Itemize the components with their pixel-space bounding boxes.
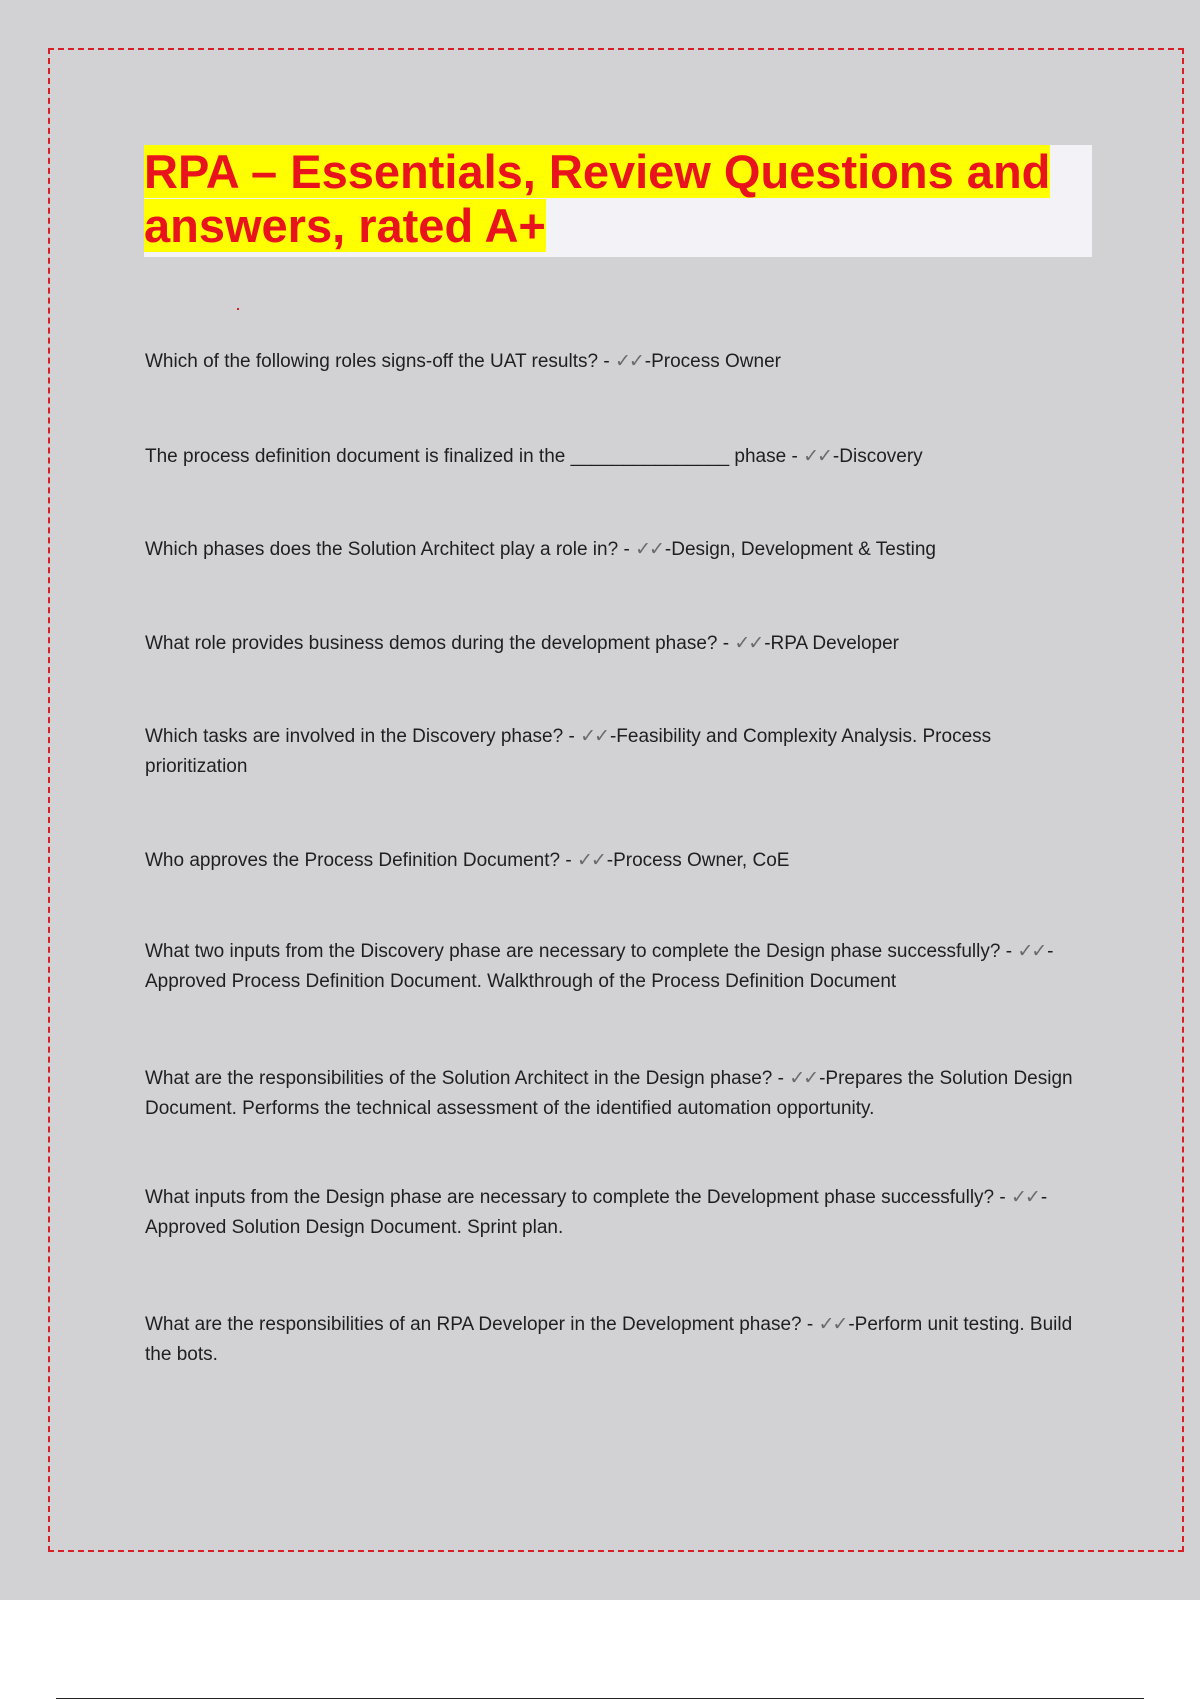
red-dot-mark bbox=[237, 308, 239, 310]
separator: - bbox=[598, 351, 615, 372]
answer-text: -Feasibility and Complexity Analysis. Process prioritization bbox=[145, 726, 992, 777]
qa-item-9 bbox=[145, 1183, 1095, 1243]
title-highlight: RPA – Essentials, Review Questions and answers, rated A+ bbox=[144, 145, 1051, 252]
question-text: Which of the following roles signs-off the UAT results? bbox=[145, 351, 599, 372]
separator: - bbox=[618, 539, 636, 560]
separator: - bbox=[801, 1314, 819, 1335]
answer-text: -Process Owner bbox=[644, 351, 781, 372]
answer-text: -Design, Development & Testing bbox=[664, 539, 936, 560]
question-text: What role provides business demos during the development phase? bbox=[145, 633, 718, 654]
qa-item-4 bbox=[145, 629, 1095, 659]
separator: - bbox=[994, 1187, 1011, 1208]
qa-item-5 bbox=[145, 722, 1095, 782]
separator: - bbox=[1000, 941, 1018, 962]
double-check-icon: ✓✓ bbox=[1011, 1187, 1039, 1208]
answer-text: -Process Owner, CoE bbox=[606, 850, 790, 871]
answer-text: -RPA Developer bbox=[764, 633, 900, 654]
double-check-icon: ✓✓ bbox=[614, 351, 643, 372]
double-check-icon: ✓✓ bbox=[734, 633, 763, 654]
answer-text: -Approved Solution Design Document. Sprint plan. bbox=[145, 1187, 1048, 1238]
answer-text: -Discovery bbox=[832, 446, 923, 467]
double-check-icon: ✓✓ bbox=[803, 446, 831, 467]
qa-item-1 bbox=[145, 347, 1095, 377]
answer-text: -Approved Process Definition Document. Walkthrough of the Process Definition Document bbox=[145, 941, 1054, 992]
footer-rule bbox=[56, 1698, 1144, 1699]
question-text: What are the responsibilities of the Solution Architect in the Design phase? bbox=[145, 1068, 773, 1089]
question-text: The process definition document is finalized in the _______________ phase bbox=[145, 446, 787, 467]
double-check-icon: ✓✓ bbox=[635, 539, 663, 560]
double-check-icon: ✓✓ bbox=[789, 1068, 818, 1089]
answer-text: -Prepares the Solution Design Document. Performs the technical assessment of the identified automation opportunity. bbox=[145, 1068, 1073, 1119]
separator: - bbox=[717, 633, 735, 654]
question-text: What inputs from the Design phase are necessary to complete the Development phase successfully? bbox=[145, 1187, 995, 1208]
question-text: Which tasks are involved in the Discovery phase? bbox=[145, 726, 564, 747]
question-text: What two inputs from the Discovery phase are necessary to complete the Design phase successfully? bbox=[145, 941, 1001, 962]
double-check-icon: ✓✓ bbox=[818, 1314, 847, 1335]
separator: - bbox=[786, 446, 804, 467]
qa-item-10 bbox=[145, 1310, 1095, 1370]
qa-item-7 bbox=[145, 937, 1095, 997]
question-text: Who approves the Process Definition Document? bbox=[145, 850, 561, 871]
qa-item-6 bbox=[145, 846, 1095, 876]
question-text: Which phases does the Solution Architect play a role in? bbox=[145, 539, 619, 560]
double-check-icon: ✓✓ bbox=[580, 726, 608, 747]
separator: - bbox=[563, 726, 581, 747]
separator: - bbox=[560, 850, 577, 871]
separator: - bbox=[772, 1068, 790, 1089]
double-check-icon: ✓✓ bbox=[576, 850, 605, 871]
qa-item-3 bbox=[145, 535, 1095, 565]
question-text: What are the responsibilities of an RPA Developer in the Development phase? bbox=[145, 1314, 802, 1335]
qa-item-2 bbox=[145, 442, 1095, 472]
double-check-icon: ✓✓ bbox=[1017, 941, 1046, 962]
answer-text: -Perform unit testing. Build the bots. bbox=[145, 1314, 1073, 1365]
document-title bbox=[144, 145, 1092, 253]
qa-item-8 bbox=[145, 1064, 1095, 1124]
